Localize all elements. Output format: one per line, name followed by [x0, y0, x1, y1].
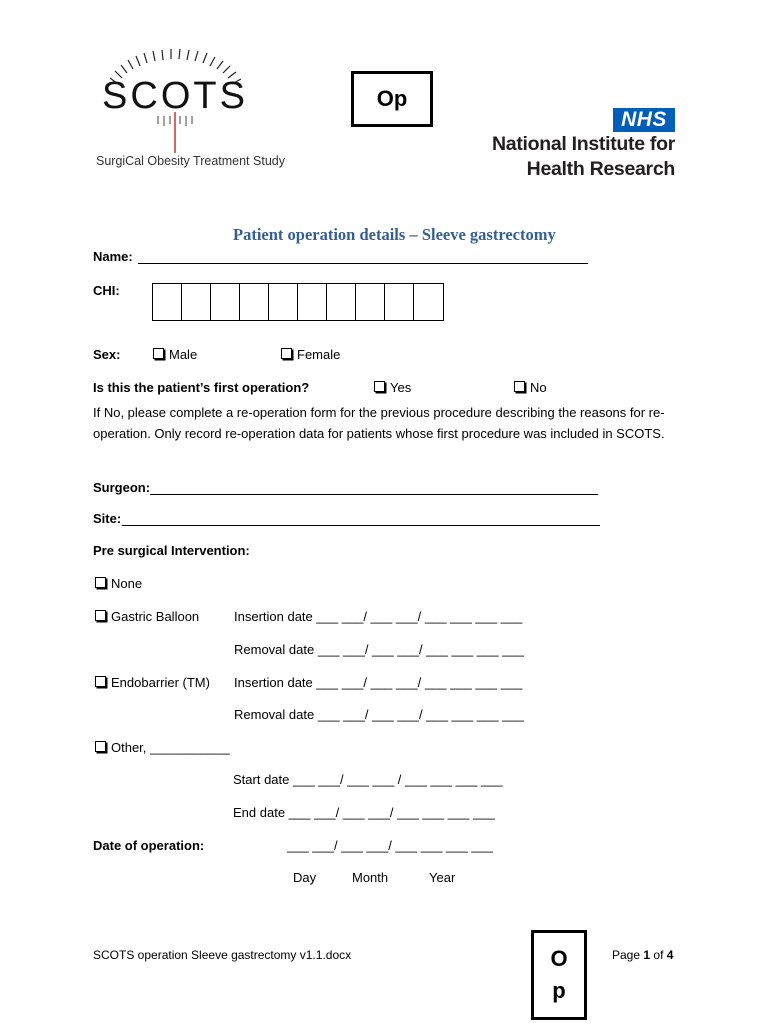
first-op-no-option[interactable] — [514, 380, 547, 395]
date-of-operation-label: Date of operation: — [93, 838, 205, 853]
surgeon-label: Surgeon: — [93, 480, 151, 495]
chi-input-grid[interactable] — [152, 283, 444, 321]
checkbox-icon[interactable] — [95, 610, 106, 621]
chi-cell[interactable] — [327, 284, 356, 320]
nihr-line-2: Health Research — [526, 158, 675, 180]
endobarrier-label: Endobarrier (TM) — [111, 675, 210, 690]
chi-cell[interactable] — [153, 284, 182, 320]
none-label: None — [111, 576, 143, 591]
sex-female-option[interactable] — [281, 347, 340, 362]
endobarrier-insertion-date[interactable]: Insertion date ___ ___/ ___ ___/ ___ ___ ___ ___ — [234, 675, 523, 690]
op-stamp-bottom-line1: O — [550, 946, 568, 971]
surgeon-field[interactable] — [150, 494, 598, 495]
reoperation-note: If No, please complete a re-operation form for the previous procedure describing the reasons for re-operation. Only record re-operation data for patients whose first procedure was included in SCOTS. — [93, 405, 665, 441]
year-caption: Year — [429, 870, 456, 885]
checkbox-icon[interactable] — [95, 741, 106, 752]
gastric-balloon-label: Gastric Balloon — [111, 609, 200, 624]
none-option[interactable] — [95, 576, 142, 591]
checkbox-icon[interactable] — [514, 381, 525, 392]
gastric-balloon-option[interactable] — [95, 609, 199, 624]
other-option[interactable] — [95, 740, 230, 755]
chi-cell[interactable] — [298, 284, 327, 320]
logo-wordmark: SCOTS — [102, 75, 248, 117]
first-op-yes-option[interactable] — [374, 380, 411, 395]
checkbox-icon[interactable] — [374, 381, 385, 392]
sex-male-label: Male — [169, 347, 198, 362]
name-label: Name: — [93, 249, 133, 264]
site-field[interactable] — [122, 525, 600, 526]
logo-subtitle: SurgiCal Obesity Treatment Study — [96, 154, 285, 168]
chi-cell[interactable] — [356, 284, 385, 320]
sex-label: Sex: — [93, 347, 121, 362]
chi-cell[interactable] — [240, 284, 269, 320]
page-total: 4 — [666, 948, 674, 962]
op-stamp-bottom — [531, 930, 587, 1020]
op-stamp-bottom-line2: p — [552, 978, 566, 1003]
other-start-date[interactable]: Start date ___ ___/ ___ ___ / ___ ___ ___ ___ — [233, 772, 503, 787]
chi-cell[interactable] — [182, 284, 211, 320]
nihr-line-1: National Institute for — [492, 133, 675, 155]
chi-cell[interactable] — [385, 284, 414, 320]
yes-label: Yes — [390, 380, 412, 395]
site-label: Site: — [93, 511, 122, 526]
sex-female-label: Female — [297, 347, 341, 362]
scots-logo — [100, 48, 270, 163]
nhs-badge: NHS — [613, 108, 675, 132]
date-of-operation-field[interactable]: ___ ___/ ___ ___/ ___ ___ ___ ___ — [287, 838, 494, 853]
checkbox-icon[interactable] — [153, 348, 164, 359]
chi-cell[interactable] — [211, 284, 240, 320]
chi-label: CHI: — [93, 283, 120, 298]
page-number — [612, 948, 673, 962]
gastric-balloon-insertion-date[interactable]: Insertion date ___ ___/ ___ ___/ ___ ___ ___ ___ — [234, 609, 523, 624]
chi-cell[interactable] — [414, 284, 443, 320]
checkbox-icon[interactable] — [281, 348, 292, 359]
other-end-date[interactable]: End date ___ ___/ ___ ___/ ___ ___ ___ ___ — [233, 805, 495, 820]
sex-male-option[interactable] — [153, 347, 197, 362]
month-caption: Month — [352, 870, 389, 885]
first-operation-question: Is this the patient’s first operation? — [93, 380, 310, 395]
page-of: of — [653, 948, 664, 962]
page-prefix: Page — [612, 948, 641, 962]
footer-filename: SCOTS operation Sleeve gastrectomy v1.1.docx — [93, 948, 352, 962]
checkbox-icon[interactable] — [95, 577, 106, 588]
chi-cell[interactable] — [269, 284, 298, 320]
day-caption: Day — [293, 870, 317, 885]
other-label: Other, ___________ — [111, 740, 230, 755]
pre-surgical-label: Pre surgical Intervention: — [93, 543, 250, 558]
form-title: Patient operation details – Sleeve gastrectomy — [233, 225, 556, 244]
endobarrier-removal-date[interactable]: Removal date ___ ___/ ___ ___/ ___ ___ ___ ___ — [234, 707, 524, 722]
no-label: No — [530, 380, 547, 395]
op-stamp-top: Op — [351, 71, 433, 127]
page-current: 1 — [643, 948, 651, 962]
gastric-balloon-removal-date[interactable]: Removal date ___ ___/ ___ ___/ ___ ___ ___ ___ — [234, 642, 524, 657]
checkbox-icon[interactable] — [95, 676, 106, 687]
name-field[interactable] — [138, 263, 588, 264]
endobarrier-option[interactable] — [95, 675, 210, 690]
